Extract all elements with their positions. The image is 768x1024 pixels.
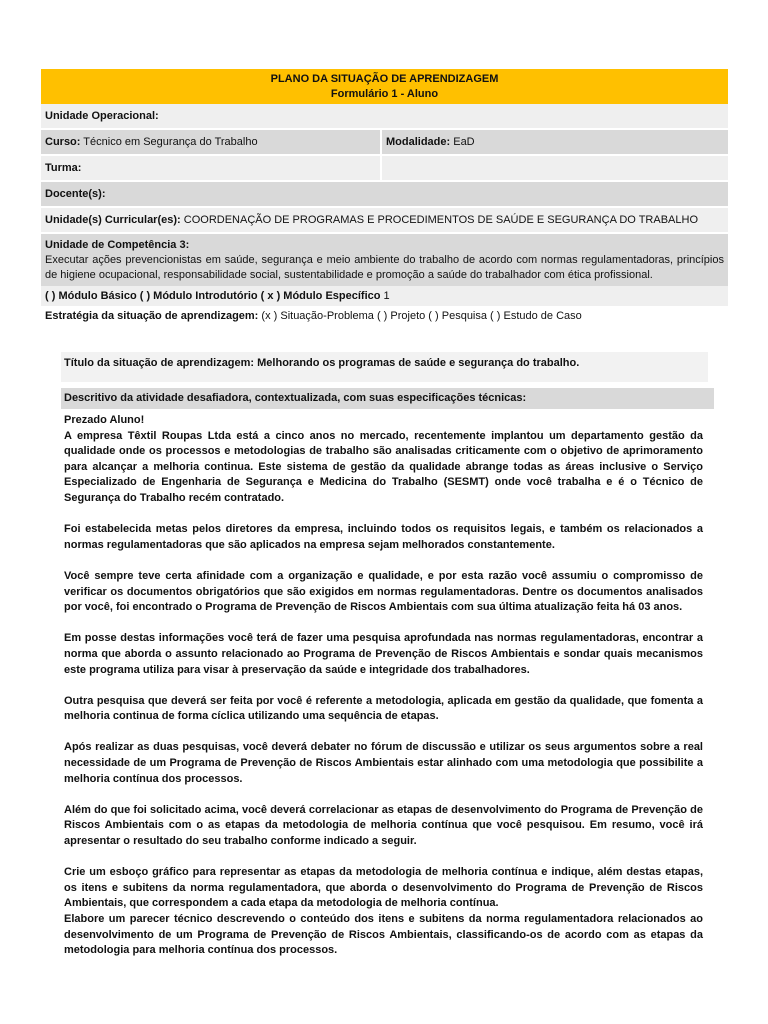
estrategia-value: (x ) Situação-Problema ( ) Projeto ( ) Pesquisa ( ) Estudo de Caso (258, 310, 582, 322)
unidade-operacional-label: Unidade Operacional: (45, 110, 159, 122)
situacao-title: Título da situação de aprendizagem: Melhorando os programas de saúde e segurança do trabalho. (64, 357, 580, 369)
form-title: PLANO DA SITUAÇÃO DE APRENDIZAGEM (270, 73, 499, 85)
paragraph-5: Outra pesquisa que deverá ser feita por você é referente a metodologia, aplicada em gestão da qualidade, que fomenta a melhoria continua de forma cíclica utilizando uma sequência de etapas. (64, 694, 703, 723)
greeting: Prezado Aluno! (64, 414, 145, 426)
unidades-curriculares-row (41, 208, 728, 232)
form-header (41, 69, 728, 104)
situacao-body (64, 413, 703, 959)
paragraph-6: Após realizar as duas pesquisas, você deverá debater no fórum de discussão e utilizar os seus argumentos sobre a real necessidade de um Programa de Prevenção de Riscos Ambientais estar alinhado com uma metodologia que possibilite a melhoria contínua dos processos. (64, 741, 703, 785)
curso-cell (41, 130, 380, 154)
modalidade-value: EaD (450, 136, 475, 148)
estrategia-row (41, 306, 728, 326)
paragraph-1: A empresa Têxtil Roupas Ltda está a cinco anos no mercado, recentemente implantou um departamento gestão da qualidade onde os processos e metodologias de trabalho são analisadas criticamente com o objetivo de aprimoramento para alcançar a melhoria continua. Este sistema de gestão da qualidade abrange todas as áreas inclusive o Serviço Especializado de Engenharia de Segurança e Medicina do Trabalho (SESMT) onde você trabalha e é o Técnico de Segurança do Trabalho recém contratado. (64, 429, 703, 504)
curso-label: Curso: (45, 136, 81, 148)
competencia-block (41, 234, 728, 286)
docente-row (41, 182, 728, 206)
situacao-title-box (61, 352, 708, 382)
paragraph-7: Além do que foi solicitado acima, você deverá correlacionar as etapas de desenvolvimento do Programa de Prevenção de Riscos Ambientais com o as etapas da metodologia de melhoria contínua que você pesquisou. Em resumo, você irá apresentar o resultado do seu trabalho conforme indicado a seguir. (64, 803, 703, 848)
paragraph-3: Você sempre teve certa afinidade com a organização e qualidade, e por esta razão você assumiu o compromisso de verificar os documentos obrigatórios que são exigidos em normas regulamentadoras. Dentre os documentos analisados por você, foi encontrado o Programa de Prevenção de Riscos Ambientais com sua última atualização feita há 03 anos. (64, 569, 703, 614)
paragraph-4: Em posse destas informações você terá de fazer uma pesquisa aprofundada nas normas regulamentadoras, encontrar a norma que aborda o assunto relacionado ao Programa de Prevenção de Riscos Ambientais e sondar quais mecanismos este programa utiliza para visar à preservação da saúde e integridade dos trabalhadores. (64, 632, 703, 676)
competencia-text: Executar ações prevencionistas em saúde, segurança e meio ambiente do trabalho de acordo com normas regulamentadoras, princípios de higiene ocupacional, responsabilidade social, sustentabilidade e promoção a saúde do trabalhador com ética profissional. (45, 254, 724, 281)
modulos-row (41, 286, 728, 306)
unidades-curriculares-label: Unidade(s) Curricular(es): (45, 214, 181, 226)
modalidade-cell (382, 130, 728, 154)
turma-label: Turma: (45, 162, 82, 174)
modalidade-label: Modalidade: (386, 136, 451, 148)
paragraph-2: Foi estabelecida metas pelos diretores da empresa, incluindo todos os requisitos legais, e também os relacionados a normas regulamentadoras que são aplicados na empresa sejam melhorados constantemente. (64, 523, 703, 551)
form-subtitle: Formulário 1 - Aluno (330, 88, 439, 100)
form-table (41, 69, 728, 326)
modulos-options: ( ) Módulo Básico ( ) Módulo Introdutório ( x ) Módulo Específico (45, 290, 381, 302)
curso-value: Técnico em Segurança do Trabalho (80, 136, 258, 148)
descritivo-box (61, 388, 714, 409)
unidade-operacional-row (41, 104, 728, 128)
competencia-label: Unidade de Competência 3: (45, 239, 190, 251)
unidades-curriculares-value: COORDENAÇÃO DE PROGRAMAS E PROCEDIMENTOS DE SAÚDE E SEGURANÇA DO TRABALHO (180, 214, 699, 226)
paragraph-8: Crie um esboço gráfico para representar as etapas da metodologia de melhoria contínua e indique, além destas etapas, os itens e subitens da norma regulamentadora, que aborda o desenvolvimento do Programa de Prevenção de Riscos Ambientais, que correspondem a cada etapa da metodologia de melhoria contínua. (64, 866, 703, 910)
turma-cell (41, 156, 380, 180)
descritivo-label: Descritivo da atividade desafiadora, contextualizada, com suas especificações técnicas: (64, 392, 527, 404)
modulo-number: 1 (380, 290, 390, 302)
turma-empty-cell (382, 156, 728, 180)
docente-label: Docente(s): (45, 188, 106, 200)
paragraph-9: Elabore um parecer técnico descrevendo o conteúdo dos itens e subitens da norma regulamentadora relacionados ao desenvolvimento de um Programa de Prevenção de Riscos Ambientais, classificando-os de acordo com as etapas da metodologia para melhoria contínua dos processos. (64, 913, 703, 957)
estrategia-label: Estratégia da situação de aprendizagem: (45, 310, 259, 322)
